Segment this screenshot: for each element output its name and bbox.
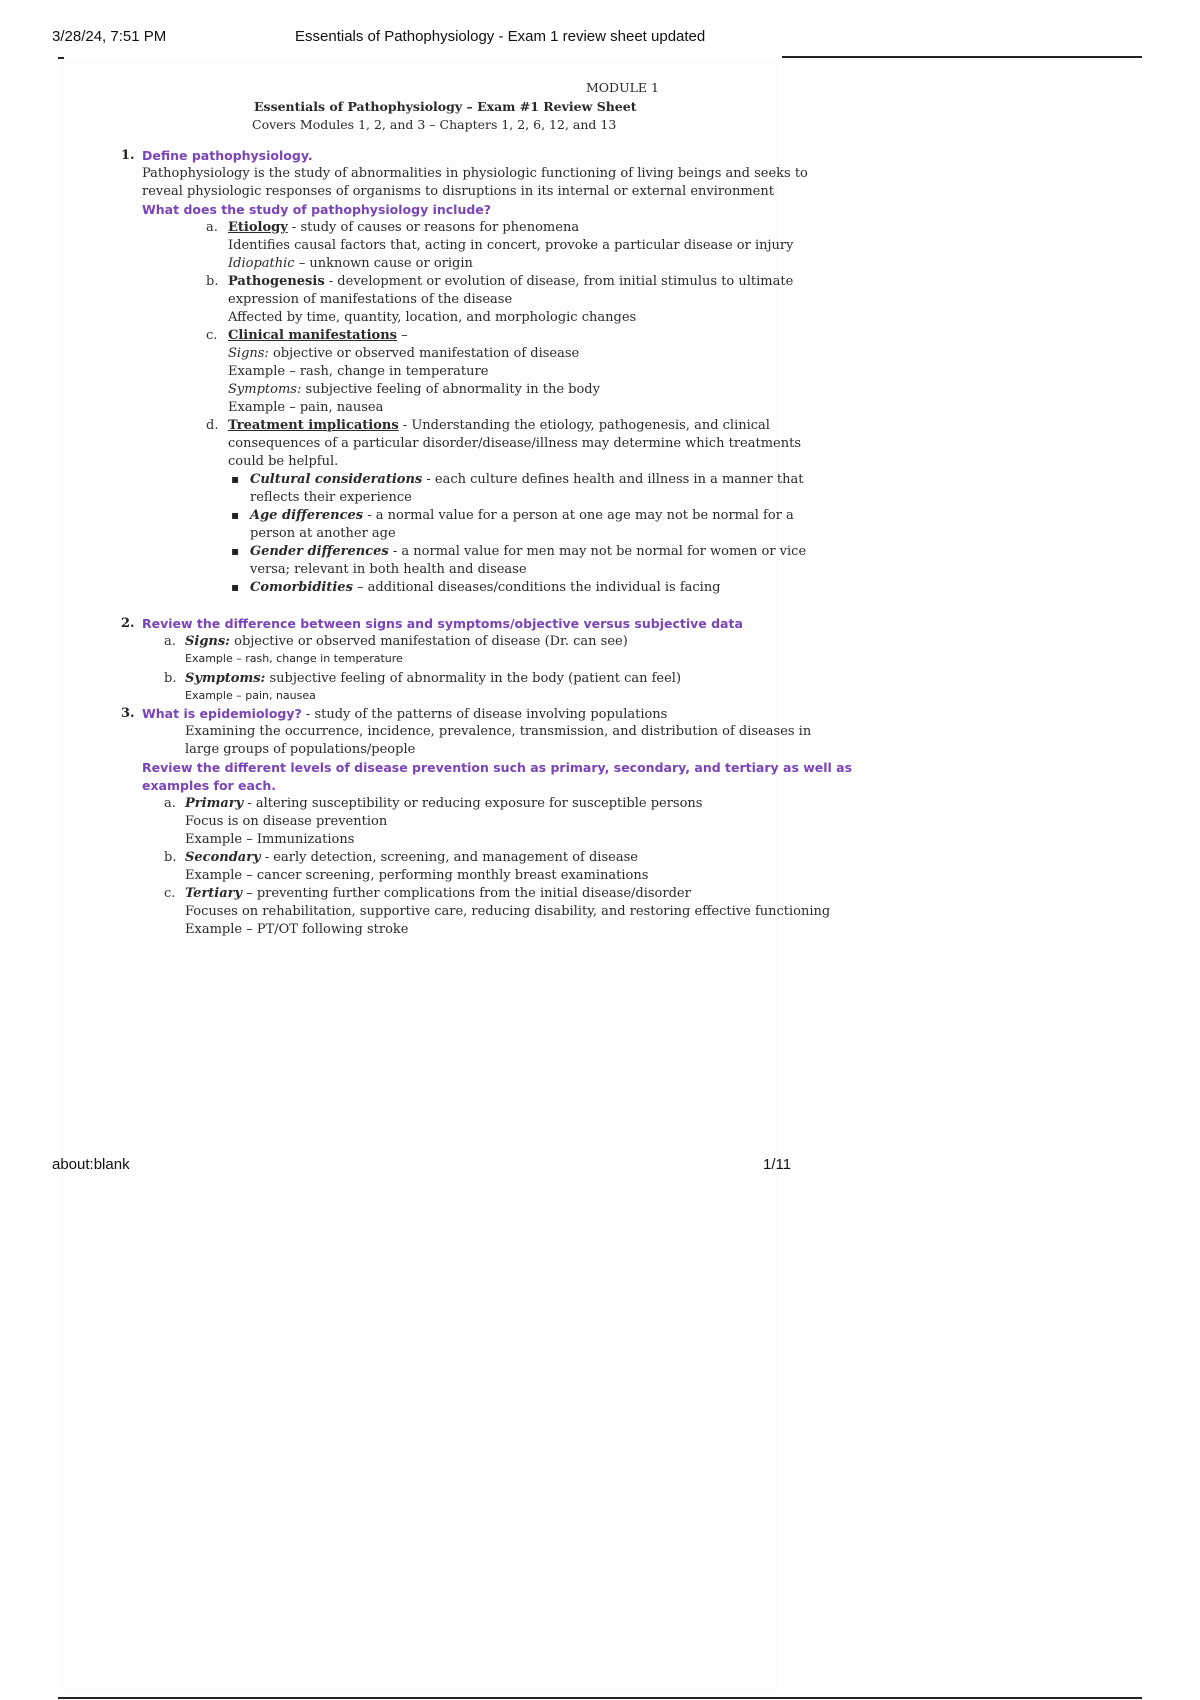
q1-c-definition: – [396, 328, 408, 343]
q1-b-letter: b. [206, 274, 219, 289]
bullet-cultural-line2: reflects their experience [250, 490, 412, 505]
document-title: Essentials of Pathophysiology – Exam #1 Review Sheet [254, 99, 637, 114]
term-signs: Signs: [185, 634, 230, 649]
header-rule [782, 56, 1142, 58]
print-document-title: Essentials of Pathophysiology - Exam 1 review sheet updated [295, 28, 706, 45]
q1-definition-line2: reveal physiologic responses of organisms to disruptions in its internal or external environment [142, 184, 774, 199]
term-symptoms: Symptoms: [185, 671, 266, 686]
term-cultural-considerations: Cultural considerations [250, 472, 423, 487]
term-gender-differences: Gender differences [250, 544, 389, 559]
q2-b-letter: b. [164, 671, 177, 686]
bullet-cultural-rest: - each culture defines health and illness in a manner that [422, 472, 804, 487]
q3-c-line1 [185, 886, 691, 902]
bullet-comorbidities-line1 [250, 580, 721, 596]
header-dash [58, 57, 64, 59]
q1-definition-line1: Pathophysiology is the study of abnormalities in physiologic functioning of living beings and seeks to [142, 166, 808, 181]
term-clinical-manifestations: Clinical manifestations [228, 328, 397, 343]
print-url: about:blank [52, 1156, 130, 1173]
q2-heading: Review the difference between signs and symptoms/objective versus subjective data [142, 616, 743, 631]
q1-d-line3: could be helpful. [228, 454, 339, 469]
q3-c-letter: c. [164, 886, 176, 901]
q3-heading-rest: - study of the patterns of disease involving populations [301, 707, 668, 722]
q1-d-definition: - Understanding the etiology, pathogenesis, and clinical [398, 418, 770, 433]
q1-d-letter: d. [206, 418, 219, 433]
q1-c-line2 [228, 346, 579, 362]
q1-d-line1 [228, 418, 770, 434]
q1-c-line5: Example – pain, nausea [228, 400, 384, 415]
q1-d-line2: consequences of a particular disorder/disease/illness may determine which treatments [228, 436, 801, 451]
q2-a-example: Example – rash, change in temperature [185, 652, 403, 665]
q3-b-line1 [185, 850, 638, 866]
q3-subquestion-line1: Review the different levels of disease prevention such as primary, secondary, and tertiary as well as [142, 760, 853, 775]
q1-b-line1 [228, 274, 793, 290]
page-indicator: 1/11 [763, 1156, 792, 1173]
bullet-age-line2: person at another age [250, 526, 396, 541]
q3-c-line2: Focuses on rehabilitation, supportive care, reducing disability, and restoring effective functioning [185, 904, 831, 919]
term-secondary: Secondary [185, 850, 261, 865]
term-signs: Signs: [228, 346, 269, 361]
q3-a-rest: - altering susceptibility or reducing exposure for susceptible persons [243, 796, 703, 811]
q2-a-rest: objective or observed manifestation of disease (Dr. can see) [230, 634, 628, 649]
q3-heading: What is epidemiology? [142, 706, 302, 721]
bullet-cultural-line1 [250, 472, 803, 488]
term-comorbidities: Comorbidities [250, 580, 353, 595]
q3-line2: Examining the occurrence, incidence, prevalence, transmission, and distribution of diseases in [185, 724, 812, 739]
term-treatment-implications: Treatment implications [228, 418, 399, 433]
q1-number: 1. [121, 148, 135, 163]
term-etiology: Etiology [228, 220, 288, 235]
bullet-gender-rest: - a normal value for men may not be normal for women or vice [388, 544, 807, 559]
q1-heading: Define pathophysiology. [142, 148, 313, 163]
q3-a-line1 [185, 796, 702, 812]
bullet-comorbidities-rest: – additional diseases/conditions the individual is facing [352, 580, 721, 595]
q2-b-line1 [185, 671, 681, 687]
q2-number: 2. [121, 616, 135, 631]
q1-a-line2: Identifies causal factors that, acting in concert, provoke a particular disease or injury [228, 238, 794, 253]
q2-b-rest: subjective feeling of abnormality in the body (patient can feel) [265, 671, 682, 686]
q2-a-letter: a. [164, 634, 176, 649]
footer-rule [58, 1697, 1142, 1699]
term-pathogenesis: Pathogenesis [228, 274, 325, 289]
q3-number: 3. [121, 706, 135, 721]
term-age-differences: Age differences [250, 508, 364, 523]
print-datetime: 3/28/24, 7:51 PM [52, 28, 167, 45]
q1-c-line1 [228, 328, 408, 344]
q1-c-line2-rest: objective or observed manifestation of disease [268, 346, 580, 361]
q3-a-letter: a. [164, 796, 176, 811]
term-idiopathic: Idiopathic [228, 256, 295, 271]
q3-c-line3: Example – PT/OT following stroke [185, 922, 409, 937]
q3-a-line3: Example – Immunizations [185, 832, 355, 847]
q1-b-definition: - development or evolution of disease, from initial stimulus to ultimate [324, 274, 794, 289]
q1-a-line1 [228, 220, 579, 236]
q2-b-example: Example – pain, nausea [185, 689, 316, 702]
term-tertiary: Tertiary [185, 886, 243, 901]
q1-a-line3-rest: – unknown cause or origin [294, 256, 473, 271]
bullet-icon: ▪ [231, 472, 240, 486]
q1-a-line3 [228, 256, 473, 272]
q1-b-line3: Affected by time, quantity, location, and morphologic changes [228, 310, 637, 325]
bullet-age-line1 [250, 508, 794, 524]
q1-subquestion: What does the study of pathophysiology include? [142, 202, 492, 217]
q1-c-line3: Example – rash, change in temperature [228, 364, 489, 379]
q2-a-line1 [185, 634, 628, 650]
bullet-gender-line2: versa; relevant in both health and disease [250, 562, 527, 577]
q3-a-line2: Focus is on disease prevention [185, 814, 388, 829]
q3-b-rest: - early detection, screening, and management of disease [260, 850, 638, 865]
q3-b-letter: b. [164, 850, 177, 865]
q3-subquestion-line2: examples for each. [142, 778, 277, 793]
bullet-gender-line1 [250, 544, 806, 560]
term-symptoms: Symptoms: [228, 382, 302, 397]
bullet-icon: ▪ [231, 508, 240, 522]
document-subtitle: Covers Modules 1, 2, and 3 – Chapters 1, 2, 6, 12, and 13 [252, 117, 617, 132]
q1-a-definition: - study of causes or reasons for phenomena [287, 220, 580, 235]
module-label: MODULE 1 [586, 80, 659, 95]
q3-c-rest: – preventing further complications from the initial disease/disorder [242, 886, 691, 901]
bullet-age-rest: - a normal value for a person at one age may not be normal for a [363, 508, 794, 523]
q3-heading-line [142, 706, 667, 723]
q1-b-line2: expression of manifestations of the disease [228, 292, 513, 307]
bullet-icon: ▪ [231, 544, 240, 558]
term-primary: Primary [185, 796, 244, 811]
q1-c-letter: c. [206, 328, 218, 343]
bullet-icon: ▪ [231, 580, 240, 594]
q3-b-line2: Example – cancer screening, performing monthly breast examinations [185, 868, 649, 883]
q1-c-line4-rest: subjective feeling of abnormality in the body [301, 382, 600, 397]
q1-c-line4 [228, 382, 600, 398]
q1-a-letter: a. [206, 220, 218, 235]
q3-line3: large groups of populations/people [185, 742, 416, 757]
